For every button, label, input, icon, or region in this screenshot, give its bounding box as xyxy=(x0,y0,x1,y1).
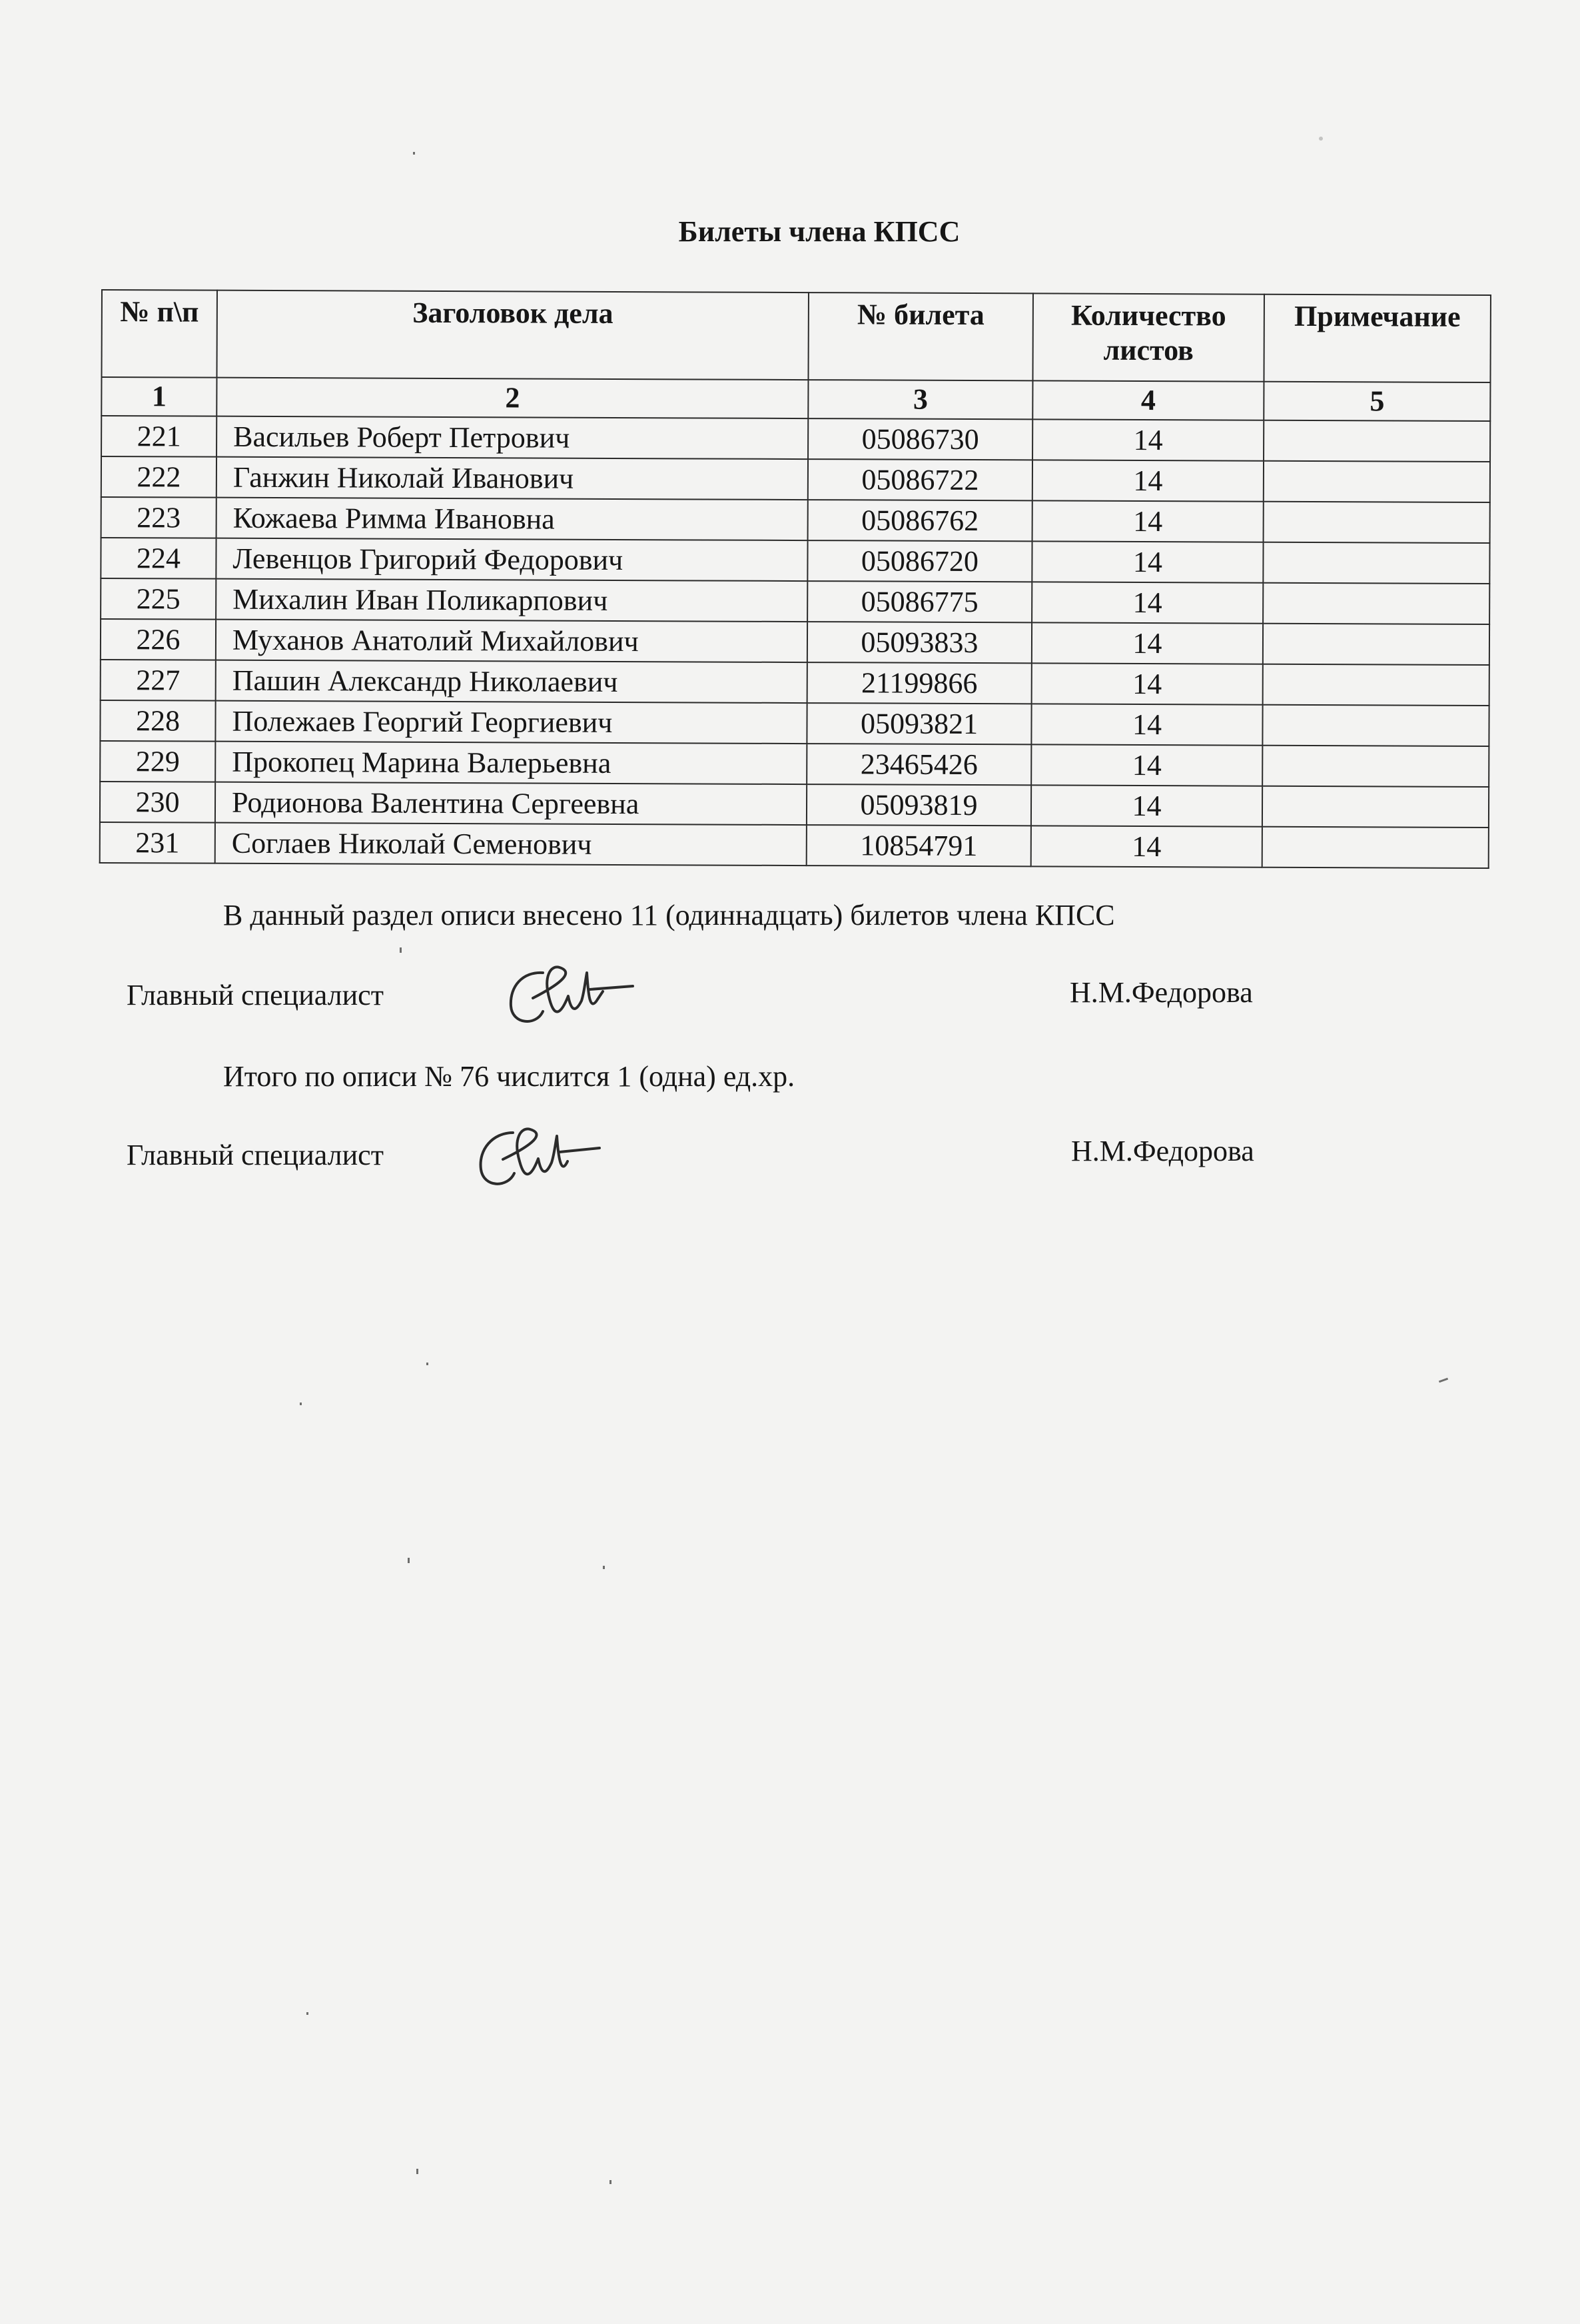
row-note xyxy=(1262,705,1489,746)
row-ticket: 05086720 xyxy=(807,540,1032,582)
column-number: 3 xyxy=(808,380,1032,419)
scan-speck xyxy=(603,1566,605,1569)
row-title: Муханов Анатолий Михайлович xyxy=(216,620,807,662)
signatory-2-name: Н.М.Федорова xyxy=(1071,1135,1254,1167)
signature-2-icon xyxy=(466,1123,613,1199)
row-ticket: 05093821 xyxy=(807,703,1031,744)
row-sheets: 14 xyxy=(1032,582,1263,623)
row-number: 224 xyxy=(101,538,216,579)
scan-speck xyxy=(400,947,402,953)
document-title: Билеты члена КПСС xyxy=(678,215,961,248)
row-sheets: 14 xyxy=(1032,663,1263,704)
scan-speck xyxy=(609,2180,611,2184)
row-note xyxy=(1263,624,1489,665)
row-title: Родионова Валентина Сергеевна xyxy=(215,782,807,825)
table-row xyxy=(100,741,1489,787)
table-row xyxy=(100,700,1489,746)
total-summary: Итого по описи № 76 числится 1 (одна) ед.хр. xyxy=(223,1060,795,1093)
row-sheets: 14 xyxy=(1031,826,1262,867)
table-header-row xyxy=(101,290,1490,382)
row-title: Васильев Роберт Петрович xyxy=(216,416,808,459)
scan-speck xyxy=(300,1403,302,1405)
signature-1-icon xyxy=(496,959,649,1036)
table-row xyxy=(101,497,1490,543)
table-row xyxy=(101,660,1489,706)
row-title: Ганжин Николай Иванович xyxy=(216,457,808,500)
row-ticket: 21199866 xyxy=(807,662,1032,704)
row-note xyxy=(1264,461,1490,502)
row-ticket: 05086730 xyxy=(808,418,1032,460)
scan-speck xyxy=(416,2169,418,2174)
row-sheets: 14 xyxy=(1031,744,1262,786)
row-sheets: 14 xyxy=(1031,704,1262,745)
row-number: 223 xyxy=(101,497,216,538)
row-sheets: 14 xyxy=(1032,541,1263,582)
row-sheets: 14 xyxy=(1032,460,1264,501)
column-number-row xyxy=(101,377,1490,421)
row-ticket: 05086762 xyxy=(808,500,1032,541)
inventory-table xyxy=(99,289,1491,869)
row-note xyxy=(1263,583,1489,624)
row-title: Левенцов Григорий Федорович xyxy=(216,538,807,581)
row-number: 222 xyxy=(101,456,216,498)
column-number: 5 xyxy=(1264,382,1490,421)
column-number: 4 xyxy=(1032,380,1264,420)
row-number: 230 xyxy=(100,782,215,823)
scan-speck xyxy=(408,1558,410,1563)
row-ticket: 05093819 xyxy=(807,784,1031,826)
row-title: Прокопец Марина Валерьевна xyxy=(215,742,807,784)
table-row xyxy=(101,619,1489,665)
row-title: Пашин Александр Николаевич xyxy=(216,660,807,703)
scan-speck xyxy=(426,1363,428,1365)
table-row xyxy=(100,822,1489,868)
header-number: № п\п xyxy=(101,290,217,378)
row-ticket: 23465426 xyxy=(807,744,1031,785)
row-number: 228 xyxy=(100,700,215,742)
table-row xyxy=(101,578,1489,624)
row-number: 231 xyxy=(100,822,215,864)
row-note xyxy=(1264,502,1490,543)
header-ticket: № билета xyxy=(808,292,1033,380)
row-number: 229 xyxy=(100,741,215,782)
column-number: 1 xyxy=(101,377,216,416)
scan-speck xyxy=(413,152,415,155)
scan-speck xyxy=(1319,137,1323,141)
table-row xyxy=(101,456,1490,502)
table-row xyxy=(101,538,1489,584)
row-note xyxy=(1264,420,1490,462)
row-note xyxy=(1262,746,1489,787)
row-number: 227 xyxy=(101,660,216,701)
row-title: Михалин Иван Поликарпович xyxy=(216,579,807,622)
row-number: 226 xyxy=(101,619,216,660)
row-sheets: 14 xyxy=(1032,500,1264,542)
row-sheets: 14 xyxy=(1032,622,1263,664)
header-note: Примечание xyxy=(1264,294,1491,382)
scan-speck xyxy=(1439,1378,1448,1383)
row-ticket: 10854791 xyxy=(807,825,1031,866)
row-title: Полежаев Георгий Георгиевич xyxy=(215,701,807,744)
signatory-1-name: Н.М.Федорова xyxy=(1070,976,1253,1009)
row-number: 225 xyxy=(101,578,216,620)
column-number: 2 xyxy=(216,378,808,418)
signatory-2-position: Главный специалист xyxy=(127,1139,384,1171)
scan-speck xyxy=(306,2012,308,2015)
row-ticket: 05086775 xyxy=(807,581,1032,622)
row-sheets: 14 xyxy=(1032,419,1264,460)
row-title: Кожаева Римма Ивановна xyxy=(216,498,808,540)
row-note xyxy=(1263,542,1489,584)
header-title: Заголовок дела xyxy=(216,290,808,380)
table-row xyxy=(101,416,1490,462)
row-ticket: 05093833 xyxy=(807,622,1032,663)
row-number: 221 xyxy=(101,416,216,457)
row-ticket: 05086722 xyxy=(808,459,1032,500)
row-sheets: 14 xyxy=(1031,785,1262,826)
table-body xyxy=(100,416,1491,868)
row-note xyxy=(1262,827,1489,868)
header-sheets: Количество листов xyxy=(1032,293,1264,381)
section-summary: В данный раздел описи внесено 11 (одиннадцать) билетов члена КПСС xyxy=(223,899,1115,931)
signatory-1-position: Главный специалист xyxy=(127,979,384,1011)
row-note xyxy=(1263,664,1489,706)
row-note xyxy=(1262,786,1489,828)
table-row xyxy=(100,782,1489,828)
row-title: Соглаев Николай Семенович xyxy=(215,823,807,866)
